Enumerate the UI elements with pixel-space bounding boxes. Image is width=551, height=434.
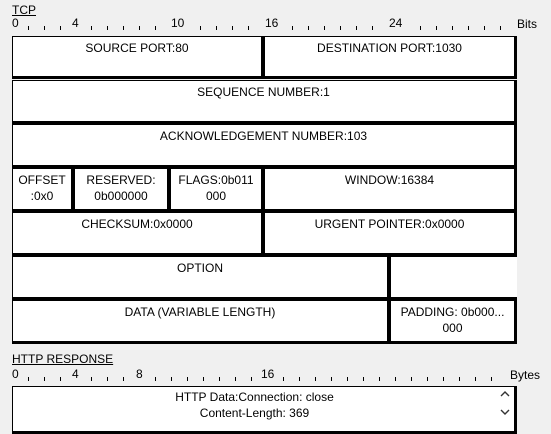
ruler-tick <box>60 26 61 30</box>
http-data-scrollbar[interactable] <box>498 389 512 431</box>
ruler-label-0: 0 <box>12 367 19 381</box>
ruler-tick <box>155 26 156 30</box>
sequence-number-text: SEQUENCE NUMBER:1 <box>197 85 330 99</box>
padding-field <box>390 300 517 344</box>
sequence-number-field <box>12 80 517 124</box>
acknowledgement-number-text: ACKNOWLEDGEMENT NUMBER:103 <box>159 129 368 143</box>
offset-value: :0x0 <box>30 189 54 203</box>
reserved-field <box>74 168 170 212</box>
ruler-tick <box>139 26 140 30</box>
ruler-tick <box>363 377 364 381</box>
ruler-tick <box>248 26 249 30</box>
ruler-tick <box>395 377 396 381</box>
ruler-tick <box>91 26 92 30</box>
ruler-tick <box>315 377 316 381</box>
ruler-label-16: 16 <box>265 16 279 30</box>
ruler-tick <box>420 26 421 30</box>
ruler-tick <box>379 377 380 381</box>
ruler-label-8: 8 <box>136 367 143 381</box>
ruler-tick <box>200 26 201 30</box>
ruler-tick <box>155 377 156 381</box>
ruler-tick <box>123 26 124 30</box>
ruler-tick <box>331 377 332 381</box>
window-field: WINDOW:16384 <box>264 168 517 212</box>
destination-port-field: DESTINATION PORT:1030 <box>264 36 517 79</box>
reserved-value: 0b000000 <box>94 189 148 203</box>
acknowledgement-number-field <box>12 124 517 168</box>
flags-label: FLAGS:0b011 <box>178 173 254 187</box>
ruler-tick <box>171 377 172 381</box>
ruler-tick <box>468 26 469 30</box>
ruler-unit-bytes: Bytes <box>510 368 541 382</box>
ruler-label-4: 4 <box>72 367 79 381</box>
ruler-tick <box>251 377 252 381</box>
chevron-up-icon[interactable] <box>498 389 512 403</box>
ruler-tick <box>44 377 45 381</box>
http-data-text <box>13 389 496 421</box>
ruler-tick <box>216 26 217 30</box>
ruler-tick <box>187 377 188 381</box>
ruler-tick <box>123 377 124 381</box>
reserved-label: RESERVED: <box>86 173 156 187</box>
source-port-field: SOURCE PORT:80 <box>12 36 264 79</box>
ruler-tick <box>372 26 373 30</box>
ruler-tick <box>28 377 29 381</box>
ruler-tick <box>308 26 309 30</box>
ruler-tick <box>299 377 300 381</box>
ruler-label-4: 4 <box>72 16 79 30</box>
ruler-label-0: 0 <box>12 16 19 30</box>
ruler-tick <box>340 26 341 30</box>
ruler-tick <box>411 377 412 381</box>
ruler-tick <box>232 26 233 30</box>
ruler-tick <box>443 377 444 381</box>
ruler-tick <box>475 377 476 381</box>
ruler-tick <box>347 377 348 381</box>
ruler-tick <box>283 377 284 381</box>
ruler-label-16: 16 <box>261 367 275 381</box>
ruler-tick <box>452 26 453 30</box>
urgent-pointer-field: URGENT POINTER:0x0000 <box>264 212 517 256</box>
ruler-tick <box>28 26 29 30</box>
ruler-tick <box>91 377 92 381</box>
http-section-title: HTTP RESPONSE <box>12 352 114 366</box>
http-data-line: Content-Length: 369 <box>199 406 310 420</box>
flags-value: 000 <box>205 189 227 203</box>
ruler-tick <box>203 377 204 381</box>
checksum-field: CHECKSUM:0x0000 <box>12 212 264 256</box>
ruler-label-24: 24 <box>389 16 403 30</box>
padding-value: 000 <box>442 321 463 335</box>
http-data-line: HTTP Data:Connection: close <box>175 390 334 404</box>
offset-label: OFFSET <box>18 173 66 187</box>
offset-field <box>12 168 74 212</box>
ruler-tick <box>427 377 428 381</box>
option-field: OPTION <box>12 256 390 300</box>
ruler-tick <box>107 26 108 30</box>
ruler-label-10: 10 <box>171 16 185 30</box>
ruler-tick <box>500 26 501 30</box>
ruler-tick <box>60 377 61 381</box>
ruler-tick <box>436 26 437 30</box>
ruler-tick <box>356 26 357 30</box>
ruler-tick <box>44 26 45 30</box>
chevron-down-icon[interactable] <box>498 407 512 421</box>
ruler-unit-bits: Bits <box>517 17 538 31</box>
http-data-box[interactable] <box>12 386 517 434</box>
ruler-tick <box>324 26 325 30</box>
ruler-tick <box>235 377 236 381</box>
tcp-section-title: TCP <box>12 3 36 17</box>
ruler-tick <box>491 377 492 381</box>
padding-label: PADDING: 0b000... <box>400 305 505 319</box>
tcp-bit-ruler <box>0 18 551 34</box>
data-field: DATA (VARIABLE LENGTH) <box>12 300 390 344</box>
ruler-tick <box>292 26 293 30</box>
ruler-tick <box>459 377 460 381</box>
option-remainder-field <box>390 256 517 300</box>
ruler-tick <box>484 26 485 30</box>
flags-field <box>170 168 264 212</box>
ruler-tick <box>107 377 108 381</box>
http-byte-ruler <box>0 369 551 385</box>
ruler-tick <box>219 377 220 381</box>
